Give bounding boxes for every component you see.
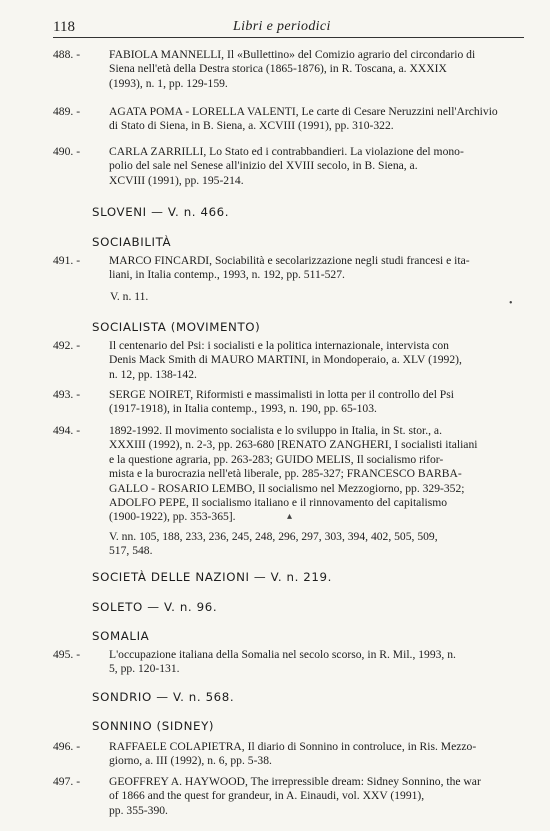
entry-text <box>109 254 525 283</box>
entry-line: polio del sale nel Senese all'inizio del XVIII secolo, in B. Siena, a. <box>109 159 418 173</box>
print-speck: • <box>509 298 513 309</box>
entry-line: Il centenario del Psi: i socialisti e la politica internazionale, intervista con <box>109 339 449 352</box>
entry-text <box>109 424 525 559</box>
heading-sloveni: SLOVENI — V. n. 466. <box>92 205 230 219</box>
entry-number: 490. - <box>53 145 81 158</box>
entry-text <box>109 775 525 818</box>
entry-number: 494. - <box>53 424 81 437</box>
heading-sociabilita: SOCIABILITÀ <box>92 235 172 249</box>
entry-line: L'occupazione italiana della Somalia nel secolo scorso, in R. Mil., 1993, n. <box>109 648 456 661</box>
see-also-sociabilita: V. n. 11. <box>110 290 149 303</box>
entry-line: Siena nell'età della Destra storica (1865-1876), in R. Toscana, a. XXXIX <box>109 62 447 76</box>
entry-line: GEOFFREY A. HAYWOOD, The irrepressible dream: Sidney Sonnino, the war <box>109 775 481 788</box>
entry-line: di Stato di Siena, in B. Siena, a. XCVIII (1991), pp. 310-322. <box>109 119 394 133</box>
entry-line: MARCO FINCARDI, Sociabilità e secolarizzazione negli studi francesi e ita- <box>109 254 470 267</box>
entry-line: GALLO - ROSARIO LEMBO, Il socialismo nel Mezzogiorno, pp. 329-352; <box>109 481 465 495</box>
entry-491 <box>53 254 525 283</box>
entry-line: RAFFAELE COLAPIETRA, Il diario di Sonnino in controluce, in Ris. Mezzo- <box>109 740 477 753</box>
entry-line: XXXIII (1992), n. 2-3, pp. 263-680 [RENATO ZANGHERI, I socialisti italiani <box>109 438 478 452</box>
entry-line: (1917-1918), in Italia contemp., 1993, n. 190, pp. 65-103. <box>109 402 377 416</box>
entry-number: 489. - <box>53 105 81 118</box>
entry-495 <box>53 648 525 677</box>
entry-line: giorno, a. III (1992), n. 6, pp. 5-38. <box>109 754 272 768</box>
entry-text <box>109 648 525 677</box>
entry-494 <box>53 424 525 559</box>
entry-496 <box>53 740 525 769</box>
heading-socialista: SOCIALISTA (MOVIMENTO) <box>92 320 261 334</box>
entry-492 <box>53 339 525 382</box>
entry-line: 5, pp. 120-131. <box>109 662 180 676</box>
entry-number: 496. - <box>53 740 81 753</box>
entry-number: 497. - <box>53 775 81 788</box>
entry-line: FABIOLA MANNELLI, Il «Bullettino» del Comizio agrario del circondario di <box>109 48 476 61</box>
see-also-line: V. nn. 105, 188, 233, 236, 245, 248, 296, 297, 303, 394, 402, 505, 509, <box>109 529 438 543</box>
entry-line: liani, in Italia contemp., 1993, n. 192, pp. 511-527. <box>109 268 345 282</box>
entry-489 <box>53 105 525 134</box>
entry-line: SERGE NOIRET, Riformisti e massimalisti in lotta per il controllo del Psi <box>109 388 454 401</box>
heading-sondrio: SONDRIO — V. n. 568. <box>92 690 235 704</box>
see-also-line: 517, 548. <box>109 544 153 558</box>
entry-line: 1892-1992. Il movimento socialista e lo sviluppo in Italia, in St. stor., a. <box>109 424 442 437</box>
entry-text <box>109 105 525 134</box>
entry-number: 493. - <box>53 388 81 401</box>
print-mark: ▴ <box>287 511 293 522</box>
page-number: 118 <box>53 19 75 35</box>
entry-text <box>109 740 525 769</box>
heading-sonnino: SONNINO (SIDNEY) <box>92 719 215 733</box>
heading-somalia: SOMALIA <box>92 629 150 643</box>
entry-line: Denis Mack Smith di MAURO MARTINI, in Mondoperaio, a. XLV (1992), <box>109 353 462 367</box>
heading-societa: SOCIETÀ DELLE NAZIONI — V. n. 219. <box>92 570 332 584</box>
running-title: Libri e periodici <box>233 19 331 34</box>
entry-line: AGATA POMA - LORELLA VALENTI, Le carte di Cesare Neruzzini nell'Archivio <box>109 105 498 118</box>
entry-line: mista e la burocrazia nell'età liberale, pp. 285-327; FRANCESCO BARBA- <box>109 467 462 481</box>
entry-text <box>109 388 525 417</box>
entry-497 <box>53 775 525 818</box>
entry-number: 488. - <box>53 48 81 61</box>
entry-number: 495. - <box>53 648 81 661</box>
entry-text <box>109 339 525 382</box>
page-header <box>53 18 524 38</box>
heading-soleto: SOLETO — V. n. 96. <box>92 600 218 614</box>
entry-line: pp. 355-390. <box>109 803 168 817</box>
entry-number: 492. - <box>53 339 81 352</box>
entry-line: (1993), n. 1, pp. 129-159. <box>109 76 228 90</box>
entry-493 <box>53 388 525 417</box>
entry-line: n. 12, pp. 138-142. <box>109 367 197 381</box>
entry-line: XCVIII (1991), pp. 195-214. <box>109 173 244 187</box>
entry-text <box>109 48 525 91</box>
entry-490 <box>53 145 525 188</box>
entry-line: (1900-1922), pp. 353-365]. <box>109 510 236 524</box>
entry-488 <box>53 48 525 91</box>
entry-line: ADOLFO PEPE, Il socialismo italiano e il rinnovamento del capitalismo <box>109 496 448 510</box>
entry-text <box>109 145 525 188</box>
entry-line: of 1866 and the quest for grandeur, in A. Einaudi, vol. XXV (1991), <box>109 789 425 803</box>
entry-line: CARLA ZARRILLI, Lo Stato ed i contrabbandieri. La violazione del mono- <box>109 145 464 158</box>
entry-number: 491. - <box>53 254 81 267</box>
entry-line: e la questione agraria, pp. 263-283; GUIDO MELIS, Il socialismo rifor- <box>109 452 444 466</box>
